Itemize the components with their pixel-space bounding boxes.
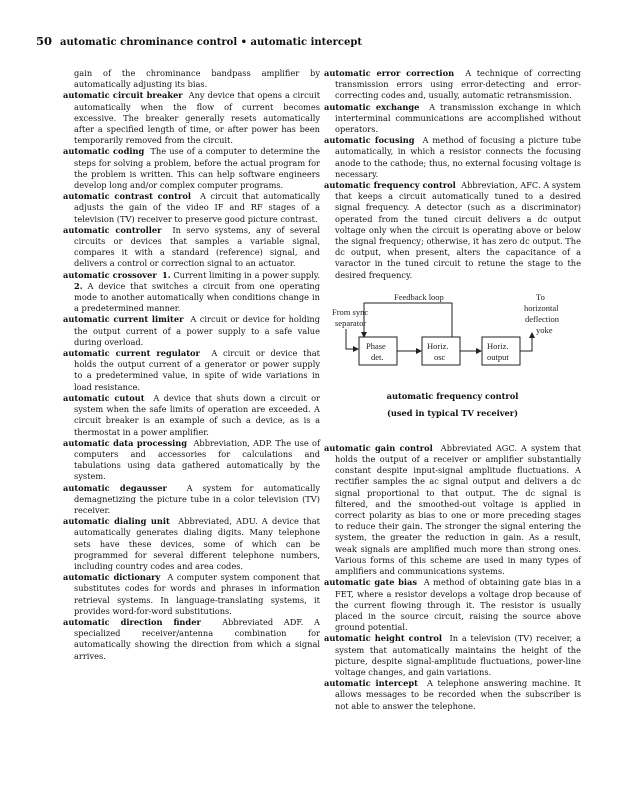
entry-term: automatic dialing unit	[63, 516, 170, 527]
page-number: 50	[36, 34, 53, 48]
entry-definition: A method of obtaining gate bias in a FET, where a resistor develops a voltage drop because of the current flowing through it. The resistor is usually placed in the source circuit, raising the source above ground potential.	[335, 577, 582, 633]
entry-definition: Any device that opens a circuit automatically when the flow of current becomes excessive. The breaker generally resets automatically after a specified length of time, or after power has been temporarily removed from the circuit.	[74, 90, 321, 146]
sense-number: 1.	[162, 269, 171, 280]
label-from-sync: From sync	[332, 306, 369, 317]
right-column	[324, 68, 581, 712]
entry	[324, 443, 581, 577]
entry-definition: A circuit or device that holds the output current of a generator or power supply to a predetermined value, in spite of wide variations in load resistance.	[74, 348, 320, 392]
entry	[324, 633, 581, 678]
entry-definition: Abbreviated ADF. A specialized receiver/antenna combination for automatically showing the direction from which a signal arrives.	[74, 616, 320, 661]
entry-term: automatic circuit breaker	[63, 90, 183, 101]
label-deflection: deflection	[525, 313, 559, 324]
entry-definition: A device that shuts down a circuit or system when the safe limits of operation are exceeded. A circuit breaker is an example of such a device, as is a thermostat in a power amplifier.	[74, 392, 321, 437]
entry-term: automatic gate bias	[324, 577, 418, 588]
entry	[324, 678, 581, 712]
box-osc-label: osc	[434, 351, 446, 362]
box-horiz-osc-label: Horiz.	[427, 340, 449, 351]
entry	[63, 90, 320, 146]
output-arrow	[520, 333, 532, 351]
entry	[63, 438, 320, 483]
entry-term: automatic degausser	[63, 482, 167, 493]
entry-term: automatic frequency control	[324, 180, 456, 191]
entry	[63, 516, 320, 572]
entry-term: automatic crossover	[63, 269, 157, 280]
feedback-loop-line	[364, 303, 452, 337]
entry	[63, 146, 320, 191]
label-to: To	[536, 291, 545, 302]
entry-definition: A circuit that automatically adjusts the gain of the video IF and RF stages of a television (TV) receiver to preserve good picture contrast.	[74, 191, 320, 224]
running-title: automatic chrominance control • automatic intercept	[60, 37, 362, 48]
figure-caption-subtitle: (used in typical TV receiver)	[386, 407, 519, 418]
entry-definition: A telephone answering machine. It allows messages to be recorded when the subscriber is not able to answer the telephone.	[335, 678, 581, 711]
input-arrow	[346, 329, 358, 349]
box-det-label: det.	[371, 351, 384, 362]
entry-term: automatic intercept	[324, 678, 418, 689]
entry-definition: A technique of correcting transmission errors using error-detecting and error-correcting codes and, usually, automatic retransmission.	[335, 68, 581, 101]
entry-definition: A circuit or device for holding the output current of a power supply to a safe value during overload.	[74, 314, 321, 347]
entry-definition: A computer system component that substitutes codes for words and phrases in information retrieval systems. In language-translating systems, it provides word-for-word substitutions.	[74, 572, 321, 616]
entry	[63, 191, 320, 225]
label-feedback-loop: Feedback loop	[394, 291, 444, 302]
entry-term: automatic dictionary	[63, 572, 161, 583]
entry-term: automatic error correction	[324, 68, 455, 78]
entry-term: automatic focusing	[324, 135, 415, 146]
entry-definition: Abbreviated AGC. A system that holds the output of a receiver or amplifier substantially constant despite input-signal amplitude fluctuations. A rectifier samples the ac signal output and delivers a dc signal proportional to that output. The dc signal is filtered, and the smoothed-out voltage is applied in correct polarity as bias to one or more preceding stages to reduce their gain. The stronger the signal entering the system, the greater the reduction in gain. As a result, weak signals are amplified much more than strong ones. Various forms of this scheme are used in many types of amplifiers and communications systems.	[335, 442, 582, 577]
box-output-label: output	[487, 351, 509, 362]
entry	[63, 617, 320, 662]
entry-definition: In a television (TV) receiver, a system that automatically maintains the height of the picture, despite signal-amplitude fluctuations, power-line voltage changes, and gain variations.	[335, 633, 581, 677]
entry-term: automatic contrast control	[63, 191, 191, 202]
entry-definition: A device that switches a circuit from one operating mode to another automatically when conditions change in a predetermined manner.	[74, 280, 320, 314]
entry	[63, 572, 320, 617]
entry	[63, 483, 320, 517]
entry-definition: Abbreviated, ADU. A device that automatically generates dialing digits. Many telephone sets have these devices, some of which can be programmed for several different telephone numbers, including country codes and area codes.	[74, 516, 320, 571]
entry	[324, 577, 581, 633]
afc-block-diagram	[324, 291, 581, 441]
entry-term: automatic gain control	[324, 442, 433, 453]
label-horizontal: horizontal	[524, 302, 559, 313]
entry	[63, 270, 320, 315]
entry	[63, 314, 320, 348]
continuation-text: gain of the chrominance bandpass amplifier by automatically adjusting its bias.	[74, 68, 320, 90]
entry-term: automatic current regulator	[63, 348, 200, 359]
entry-definition: The use of a computer to determine the steps for solving a problem, before the actual program for the problem is written. This can help software engineers develop long and/or complex computer programs.	[74, 146, 320, 191]
entry	[63, 225, 320, 270]
entry	[324, 68, 581, 102]
box-horiz-out-label: Horiz.	[487, 340, 509, 351]
entry-definition: Abbreviation, ADP. The use of computers and accessories for calculations and tabulations using data gathered automatically by the system.	[74, 437, 320, 482]
entry-term: automatic data processing	[63, 437, 187, 448]
running-header	[36, 34, 362, 48]
entry-definition: In servo systems, any of several circuits or devices that samples a variable signal, compares it with a standard (reference) signal, and delivers a control or correction signal to an actuator.	[74, 224, 321, 269]
entry	[324, 135, 581, 180]
entry-term: automatic height control	[324, 633, 442, 644]
entry	[63, 393, 320, 438]
entry-term: automatic coding	[63, 146, 145, 157]
entry-term: automatic current limiter	[63, 314, 184, 325]
figure-caption-title: automatic frequency control	[386, 390, 519, 401]
entry-definition: A method of focusing a picture tube automatically, in which a resistor connects the focusing anode to the cathode; thus, no external focusing voltage is necessary.	[335, 135, 582, 179]
entry	[324, 180, 581, 281]
entry-term: automatic controller	[63, 224, 162, 235]
entry-definition: A transmission exchange in which interterminal communications are accomplished without operators.	[335, 101, 582, 135]
label-separator: separator	[335, 317, 367, 328]
entry-term: automatic direction finder	[63, 616, 201, 627]
sense-number: 2.	[74, 280, 83, 291]
entry-term: automatic cutout	[63, 392, 145, 403]
entry-definition: A system for automatically demagnetizing the picture tube in a color television (TV) receiver.	[74, 482, 320, 515]
label-yoke: yoke	[536, 324, 553, 335]
entry-term: automatic exchange	[324, 101, 420, 112]
entry	[324, 102, 581, 136]
entry	[63, 348, 320, 393]
box-phase-label: Phase	[366, 340, 386, 351]
left-column	[63, 68, 320, 662]
entry-definition: Abbreviation, AFC. A system that keeps a circuit automatically tuned to a desired signal frequency. A detector (such as a discriminator) operated from the tuned circuit delivers a dc output voltage only when the circuit is operating above or below the signal frequency; otherwise, it has zero dc output. The dc output, when present, alters the capacitance of a varactor in the tuned circuit to retune the stage to the desired frequency.	[335, 180, 581, 280]
entry-definition: Current limiting in a power supply.	[173, 269, 320, 280]
